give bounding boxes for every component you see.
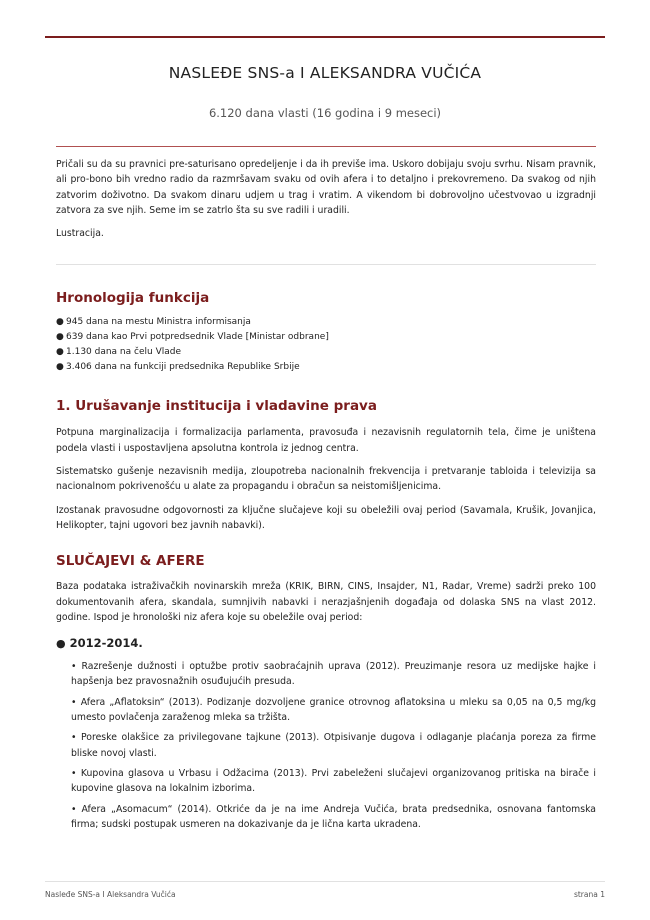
list-item-text: 945 dana na mestu Ministra informisanja [66, 317, 251, 328]
list-item [56, 330, 596, 345]
subtitle-divider [56, 146, 596, 147]
institutions-paragraph: Potpuna marginalizacija i formalizacija parlamenta, pravosuđa i nezavisnih regulatornih tela, čime je uništena podela vlasti i uspostavljena apsolutna kontrola iz jednog centra. [56, 427, 596, 454]
case-item: • Afera „Asomacum“ (2014). Otkriće da je na ime Andreja Vučića, brata predsednika, osnovana fantomska firma; sudski postupak usmeren na dokazivanje da je lična karta ukradena. [71, 803, 596, 830]
document-body [56, 157, 596, 837]
bullet-icon: ● [56, 347, 64, 358]
footer-divider [45, 881, 605, 882]
document-title: NASLEĐE SNS-a I ALEKSANDRA VUČIĆA [168, 64, 482, 82]
top-divider [45, 36, 605, 38]
page-number: strana 1 [573, 890, 605, 899]
document-subtitle: 6.120 dana vlasti (16 godina i 9 meseci) [208, 106, 442, 120]
case-item: • Kupovina glasova u Vrbasu i Odžacima (2013). Prvi zabeleženi slučajevi organizovanog pritiska na birače i kupovine glasova na lokalnim izborima. [71, 767, 596, 795]
section-divider [56, 264, 596, 265]
institutions-heading: 1. Urušavanje institucija i vladavine prava [56, 398, 377, 415]
institutions-paragraph: Sistematsko gušenje nezavisnih medija, zloupotreba nacionalnih frekvencija i pretvaranje tabloida i televizija sa nacionalnom pokrivenošću u alate za propagandu i obračun sa neistomišljenicima. [56, 466, 596, 493]
bullet-icon: ● [56, 317, 64, 328]
footer-title: Nasleđe SNS-a I Aleksandra Vučića [45, 890, 176, 899]
case-item: • Poreske olakšice za privilegovane tajkune (2013). Otpisivanje dugova i odlaganje plaćanja poreza za firme bliske novoj vlasti. [71, 732, 596, 759]
list-item [56, 315, 596, 330]
chronology-list [56, 315, 596, 375]
list-item-text: 3.406 dana na funkciji predsednika Republike Srbije [66, 362, 300, 373]
cases-heading: SLUČAJEVI & AFERE [56, 553, 205, 570]
cases-intro-paragraph: Baza podataka istraživačkih novinarskih mreža (KRIK, BIRN, CINS, Insajder, N1, Radar, Vreme) sadrži preko 100 dokumentovanih afera, skandala, sumnjivih nabavki i nerazjašnjenih događaja od dolaska SNS na vlast 2012. godine. Ispod je hronološki niz afera koje su obeležile ovaj period: [56, 581, 596, 623]
bullet-icon: ● [56, 362, 64, 373]
period-label: 2012-2014. [69, 636, 143, 651]
case-item: • Afera „Aflatoksin“ (2013). Podizanje dozvoljene granice otrovnog aflatoksina u mleku sa 0,05 na 0,5 mg/kg umesto povlačenja zaraženog mleka sa tržišta. [71, 696, 596, 724]
institutions-paragraph: Izostanak pravosudne odgovornosti za ključne slučajeve koji su obeležili ovaj period (Savamala, Krušik, Jovanjica, Helikopter, tajni ugovori bez javnih nabavki). [56, 504, 596, 531]
bullet-icon: ● [56, 637, 66, 651]
case-item: • Razrešenje dužnosti i optužbe protiv saobraćajnih uprava (2012). Preuzimanje resora uz medijske hajke i hapšenja bez pravosnažnih osuđujućih presuda. [71, 661, 596, 688]
chronology-heading: Hronologija funkcija [56, 290, 210, 307]
bullet-icon: ● [56, 332, 64, 343]
lustracija-line: Lustracija. [56, 228, 104, 240]
list-item [56, 345, 596, 360]
list-item [56, 360, 596, 375]
list-item-text: 639 dana kao Prvi potpredsednik Vlade [Ministar odbrane] [66, 332, 329, 343]
list-item-text: 1.130 dana na čelu Vlade [66, 347, 181, 358]
period-heading [56, 634, 596, 653]
intro-paragraph: Pričali su da su pravnici pre-saturisano opredeljenje i da ih previše ima. Uskoro dobijaju svoju svrhu. Nisam pravnik, ali pro-bono bih vredno radio da razmršavam svaku od ovih afera i to detaljno i prekovremeno. Da svakog od njih zatvorim doživotno. Da svakom dinaru udjem u trag i vratim. A vikendom bi dobrovoljno učestvovao u izgradnji zatvora za sve njih. Seme im se zatrlo šta su sve radili i uradili. [56, 159, 596, 216]
